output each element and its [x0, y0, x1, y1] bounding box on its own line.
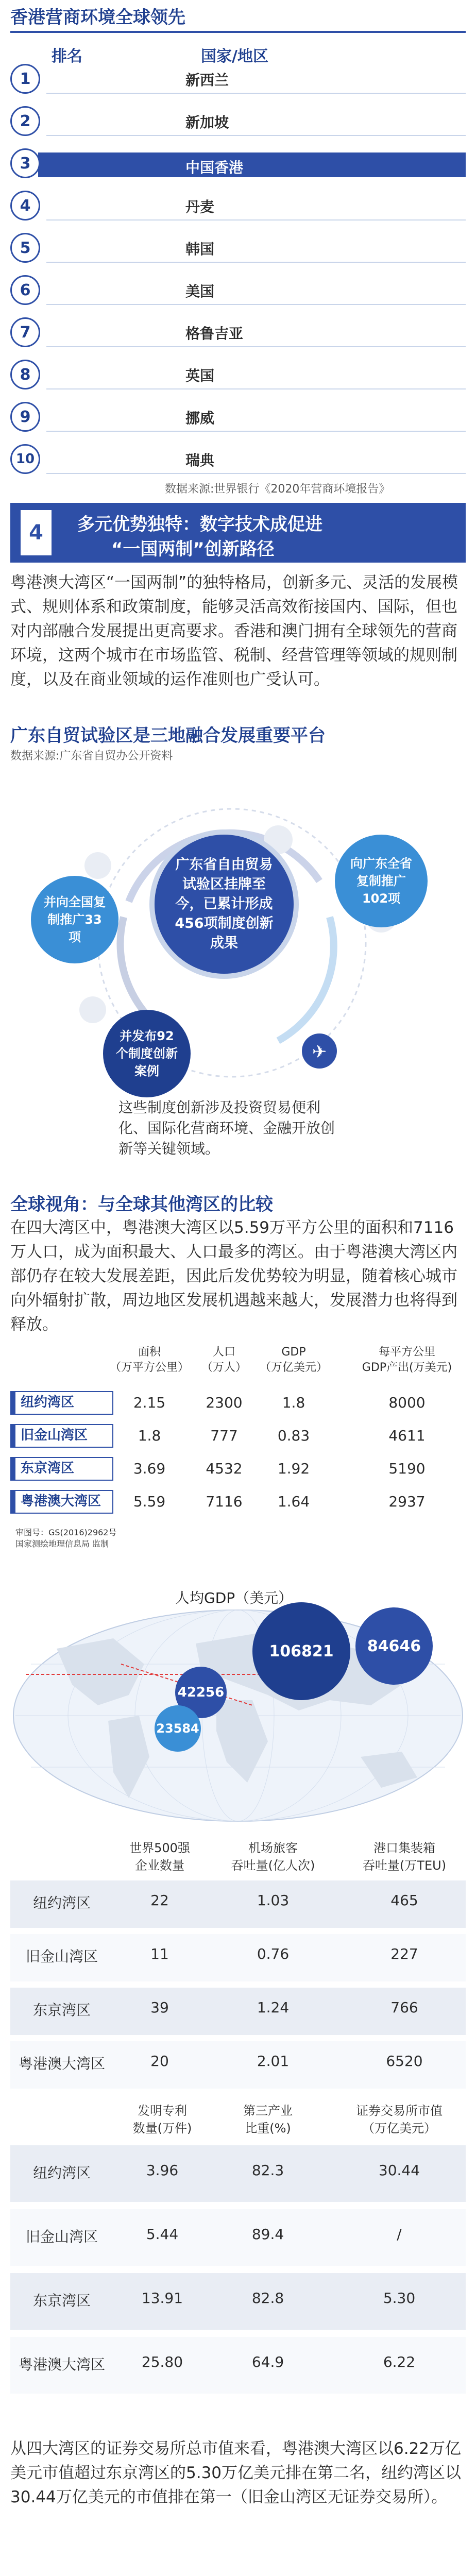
section1-title-rule	[10, 31, 466, 33]
table1-header-area: 面积 （万平方公里）	[109, 1346, 189, 1374]
rank-row	[10, 103, 466, 136]
table1-cell: 2300	[206, 1394, 243, 1411]
rank-number: 10	[10, 444, 40, 474]
hub-bottom-circle	[103, 1010, 191, 1097]
table1-cell: 4532	[206, 1460, 243, 1477]
table1-cell: 4611	[388, 1427, 426, 1444]
table1-row	[10, 1457, 466, 1486]
table3-row	[10, 2145, 466, 2202]
table2-cell: 1.24	[257, 1999, 290, 2016]
table3-cell: 5.44	[146, 2226, 179, 2243]
table3-cell: 13.91	[141, 2290, 183, 2307]
rank-region: 英国	[185, 367, 215, 384]
table3-cell: /	[397, 2226, 402, 2243]
map-bubble-ny: 106821	[252, 1602, 350, 1700]
table1-cell: 1.8	[138, 1427, 161, 1444]
section1-title: 香港营商环境全球领先	[10, 7, 185, 28]
section6-title: 全球视角：与全球其他湾区的比较	[10, 1194, 273, 1215]
rank-number: 1	[10, 64, 40, 94]
rank-number: 9	[10, 402, 40, 432]
table3-row	[10, 2337, 466, 2394]
hub-left-circle	[31, 876, 118, 963]
table3-header	[10, 2102, 466, 2148]
highlight-bar	[38, 152, 466, 177]
rank-divider	[46, 473, 466, 474]
table3-cell: 82.3	[251, 2162, 284, 2179]
rank-region: 美国	[185, 283, 215, 300]
table2-cell: 465	[390, 1892, 418, 1909]
table1-header-pop: 人口 （万人）	[201, 1346, 247, 1374]
rank-row-highlight	[10, 145, 466, 178]
table1-cell: 5190	[388, 1460, 426, 1477]
table3-row	[10, 2209, 466, 2266]
rank-divider	[46, 135, 466, 136]
rank-region: 丹麦	[185, 198, 215, 215]
table2-cell: 11	[150, 1945, 169, 1962]
table1-cell: 777	[210, 1427, 238, 1444]
table3-row	[10, 2273, 466, 2330]
rank-region: 新加坡	[185, 114, 229, 131]
table3-cell: 89.4	[251, 2226, 284, 2243]
table3-cell: 64.9	[251, 2353, 284, 2370]
rank-divider	[46, 304, 466, 305]
table1-cell: 5.59	[133, 1493, 166, 1510]
table2-row	[10, 2041, 466, 2089]
table1-cell: 0.83	[277, 1427, 310, 1444]
table1-cell: 7116	[206, 1493, 243, 1510]
rank-row	[10, 272, 466, 305]
table2-cell: 6520	[386, 2053, 423, 2070]
rank-region: 韩国	[185, 241, 215, 258]
svg-text:✈: ✈	[312, 1042, 327, 1062]
hub-caption: 这些制度创新涉及投资贸易便利化、国际化营商环境、金融开放创新等关键领域。	[118, 1099, 335, 1157]
rank-number: 6	[10, 275, 40, 305]
table3-cell: 3.96	[146, 2162, 179, 2179]
map-bubble-sf: 42256	[175, 1667, 227, 1718]
table1-row	[10, 1391, 466, 1420]
table3-header-tertiary: 第三产业 比重(%)	[243, 2104, 293, 2136]
table3-cell: 82.8	[251, 2290, 284, 2307]
table1-row	[10, 1424, 466, 1453]
map-bubble-tokyo: 84646	[355, 1607, 433, 1685]
table3-header-patents: 发明专利 数量(万件)	[132, 2104, 192, 2136]
table2-cell: 2.01	[257, 2053, 290, 2070]
rank-region: 中国香港	[185, 159, 244, 176]
map-note: 审图号：GS(2016)2962号 国家测绘地理信息局 监制	[15, 1528, 117, 1549]
rank-number: 5	[10, 233, 40, 263]
section6-paragraph2: 从四大湾区的证券交易所总市值来看，粤港澳大湾区以6.22万亿美元市值超过东京湾区的5.30万亿美元排在第二名，纽约湾区以30.44万亿美元的市值排在第一（旧金山湾区无证券交易所）。	[10, 2439, 462, 2506]
rank-row	[10, 230, 466, 263]
table2-row-label: 粤港澳大湾区	[18, 2055, 105, 2072]
rank-number: 4	[10, 191, 40, 221]
table2-cell: 227	[390, 1945, 418, 1962]
rank-row	[10, 357, 466, 389]
rank-row	[10, 441, 466, 474]
table3-row-label: 纽约湾区	[32, 2164, 91, 2181]
table1-cell: 2937	[388, 1493, 426, 1510]
rank-divider	[46, 346, 466, 347]
table2-cell: 20	[150, 2053, 169, 2070]
table3-row-label: 粤港澳大湾区	[18, 2356, 105, 2373]
rank-divider	[46, 262, 466, 263]
hub-left-text: 并向全国复制推广33项	[44, 895, 106, 944]
rank-row	[10, 188, 466, 221]
rank-region: 挪威	[185, 410, 215, 427]
hub-center-circle	[149, 829, 299, 979]
table1-cell: 1.64	[277, 1493, 310, 1510]
rank-divider	[46, 388, 466, 389]
table2-row	[10, 1934, 466, 1981]
table2-cell: 39	[150, 1999, 169, 2016]
table3-row-label: 旧金山湾区	[25, 2228, 98, 2245]
table3-row-label: 东京湾区	[32, 2292, 91, 2309]
table1-cell: 8000	[388, 1394, 426, 1411]
table1-row-label: 旧金山湾区	[10, 1424, 113, 1448]
table2-header-airport: 机场旅客 吞吐量(亿人次)	[231, 1841, 315, 1873]
table2-cell: 22	[150, 1892, 169, 1909]
rank-row	[10, 399, 466, 432]
table3-header-stock: 证券交易所市值 （万亿美元）	[356, 2104, 443, 2136]
section1-source: 数据来源:世界银行《2020年营商环境报告》	[165, 483, 390, 496]
rank-number: 2	[10, 106, 40, 136]
hub-bottom-text: 并发布92个制度创新案例	[116, 1029, 178, 1078]
table3-cell: 30.44	[378, 2162, 420, 2179]
section5-source: 数据来源:广东省自贸办公开资料	[10, 750, 173, 762]
rank-row	[10, 314, 466, 347]
section4-number-box: 4	[21, 510, 52, 555]
table3-cell: 25.80	[141, 2353, 183, 2370]
rank-divider	[46, 431, 466, 432]
rank-number: 7	[10, 317, 40, 347]
table2-cell: 1.03	[257, 1892, 290, 1909]
map-bubble-gba: 23584	[155, 1705, 201, 1752]
table1-header-gdp-per-km: 每平方公里 GDP产出(万美元)	[362, 1346, 452, 1374]
rank-divider	[46, 93, 466, 94]
col-rank-header: 排名	[52, 47, 82, 65]
table1-row	[10, 1490, 466, 1519]
table2-row-label: 纽约湾区	[32, 1894, 91, 1911]
hub-right-circle	[335, 835, 428, 927]
table1-row-label: 东京湾区	[10, 1457, 113, 1481]
section4-title-line1: 多元优势独特：数字技术成促进	[77, 514, 322, 535]
table2-row-label: 旧金山湾区	[25, 1948, 98, 1965]
rank-region: 新西兰	[185, 72, 229, 89]
table2-header-port: 港口集装箱 吞吐量(万TEU)	[362, 1841, 447, 1873]
rank-row	[10, 61, 466, 94]
table2-header	[10, 1839, 466, 1886]
table2-row	[10, 1988, 466, 2035]
map-title: 人均GDP（美元）	[175, 1589, 293, 1606]
table1-cell: 2.15	[133, 1394, 166, 1411]
table1-row-label: 纽约湾区	[10, 1391, 113, 1415]
table2-cell: 766	[390, 1999, 418, 2016]
table3-cell: 5.30	[383, 2290, 416, 2307]
table2-cell: 0.76	[257, 1945, 290, 1962]
table3-cell: 6.22	[383, 2353, 416, 2370]
table1-cell: 1.8	[282, 1394, 305, 1411]
table1-cell: 1.92	[277, 1460, 310, 1477]
table1-cell: 3.69	[133, 1460, 166, 1477]
col-region-header: 国家/地区	[201, 47, 268, 65]
hub-center-text: 广东省自由贸易试验区挂牌至今，已累计形成456项制度创新成果	[175, 857, 274, 951]
table1-row-label: 粤港澳大湾区	[10, 1490, 113, 1514]
table2-row	[10, 1880, 466, 1928]
table1-header	[10, 1345, 466, 1386]
section4-paragraph: 粤港澳大湾区“一国两制”的独特格局，创新多元、灵活的发展模式、规则体系和政策制度，能够灵活高效衔接国内、国际，但也对内部融合发展提出更高要求。香港和澳门拥有全球领先的营商环境，这两个城市在市场监管、税制、经营管理等领域的规则制度，以及在商业领域的运作准则也广受认可。	[10, 573, 458, 689]
rank-number: 3	[10, 148, 40, 178]
section5-title: 广东自贸试验区是三地融合发展重要平台	[10, 725, 326, 746]
hub-right-text: 向广东全省复制推广102项	[350, 856, 412, 906]
rank-region: 格鲁吉亚	[185, 325, 244, 342]
section6-paragraph: 在四大湾区中，粤港澳大湾区以5.59万平方公里的面积和7116万人口，成为面积最大、人口最多的湾区。由于粤港澳大湾区内部仍存在较大发展差距，因此后发优势较为明显，随着核心城市向外辐射扩散，周边地区发展机遇越来越大，发展潜力也将得到释放。	[10, 1218, 457, 1334]
rank-number: 8	[10, 360, 40, 389]
table2-row-label: 东京湾区	[32, 2002, 91, 2019]
table1-header-gdp: GDP （万亿美元）	[259, 1346, 328, 1374]
section4-title-line2: “一国两制”创新路径	[111, 539, 275, 560]
table2-header-fortune500: 世界500强 企业数量	[129, 1841, 190, 1873]
rank-divider	[46, 219, 466, 221]
rank-region: 瑞典	[185, 452, 215, 469]
